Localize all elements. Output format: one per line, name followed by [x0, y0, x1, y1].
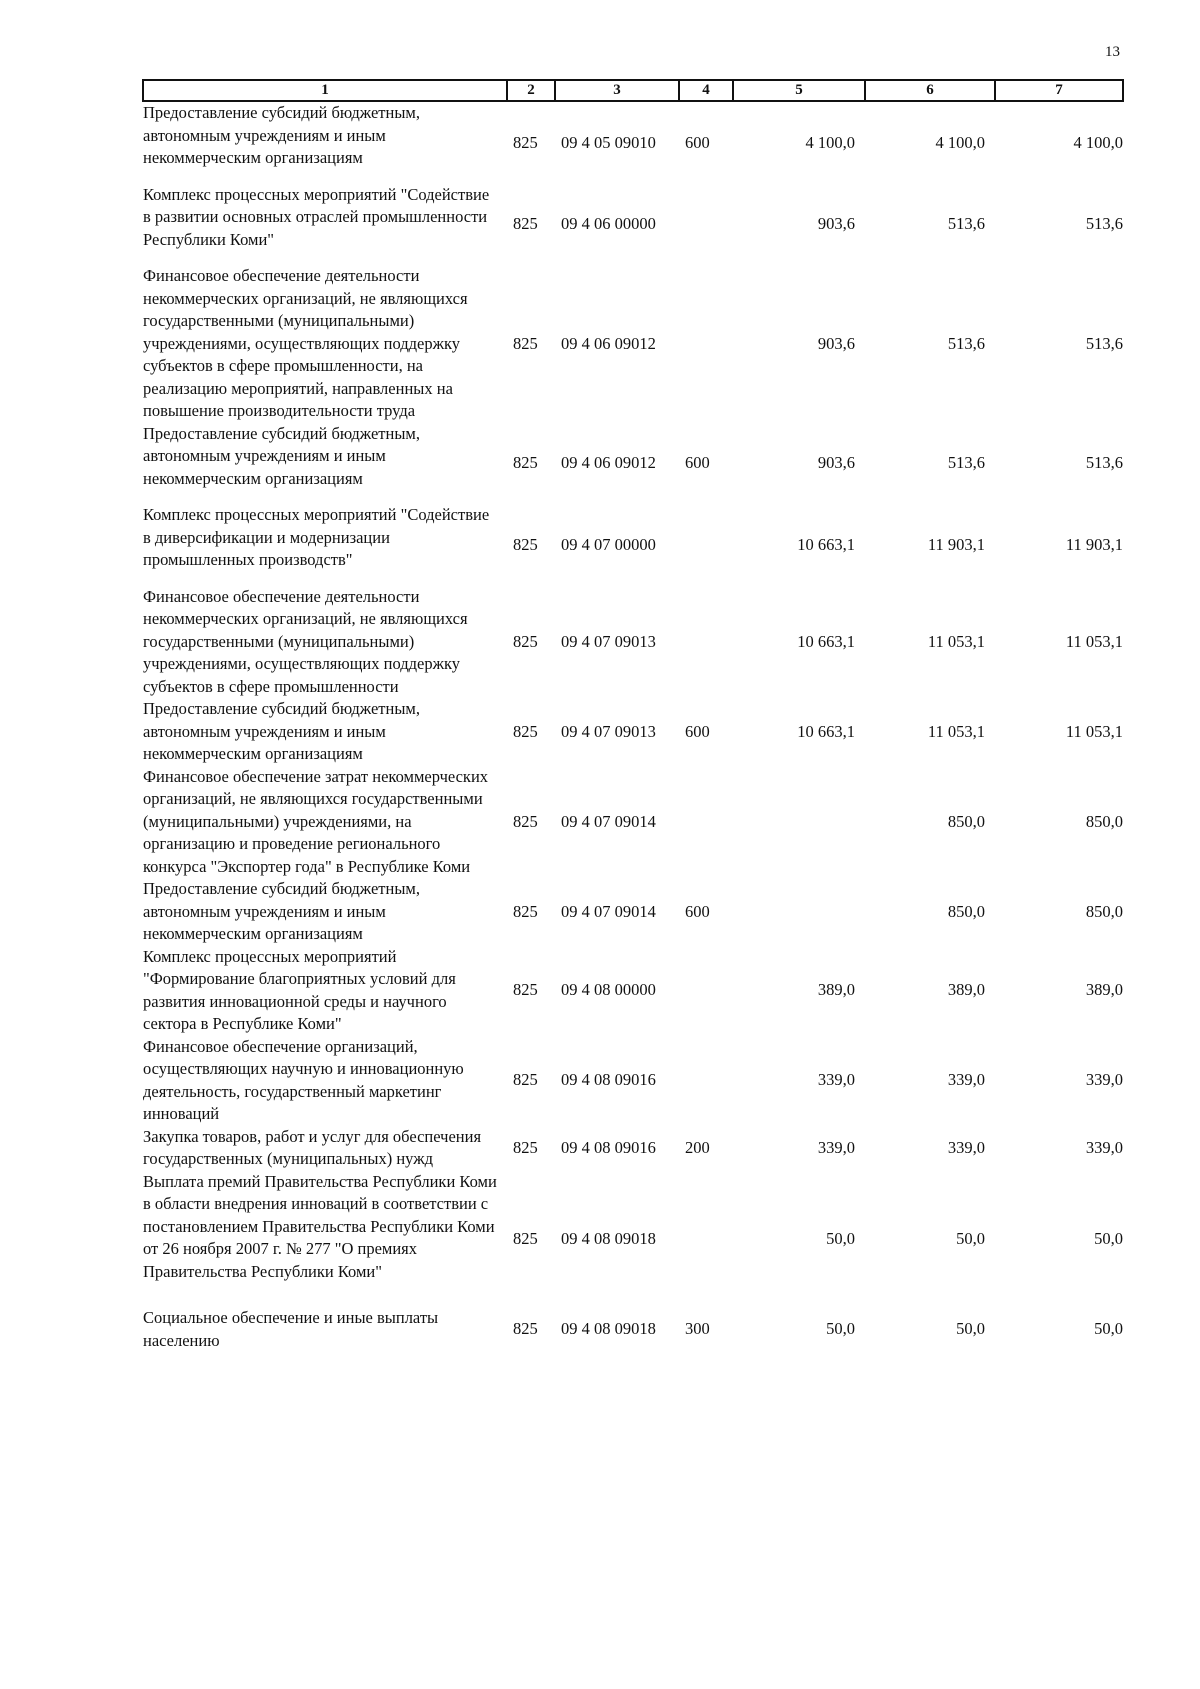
row-dept-code: 825 [513, 534, 538, 554]
row-target-code: 09 4 07 09014 [561, 811, 656, 831]
row-value-7: 11 903,1 [1065, 534, 1123, 554]
row-value-6: 339,0 [947, 1137, 985, 1157]
row-value-7: 50,0 [1094, 1228, 1123, 1248]
row-value-5 [733, 766, 865, 879]
row-expense-type: 600 [685, 132, 710, 152]
row-value-6: 50,0 [956, 1228, 985, 1248]
table-row [143, 878, 1123, 946]
row-value-5: 4 100,0 [805, 132, 855, 152]
row-dept-code: 825 [513, 453, 538, 472]
row-expense-type [679, 1171, 733, 1308]
row-value-7: 850,0 [1085, 811, 1123, 831]
row-expense-type [679, 1036, 733, 1126]
budget-table [142, 79, 1124, 1352]
page-number: 13 [1105, 44, 1120, 60]
row-value-5: 10 663,1 [797, 631, 855, 651]
row-value-6: 4 100,0 [935, 132, 985, 152]
row-value-5: 389,0 [817, 980, 855, 1000]
row-target-code: 09 4 08 09018 [561, 1319, 656, 1339]
row-target-code: 09 4 06 00000 [561, 214, 656, 233]
row-value-5 [733, 878, 865, 946]
row-dept-code: 825 [513, 721, 538, 741]
row-name: Предоставление субсидий бюджетным, автономным учреждениям и иным некоммерческим организациям [143, 699, 420, 763]
row-expense-type [679, 946, 733, 1036]
table-row [143, 1036, 1123, 1126]
column-header-5: 5 [733, 80, 865, 101]
row-dept-code: 825 [513, 1137, 538, 1157]
row-expense-type [679, 265, 733, 423]
row-value-7: 11 053,1 [1065, 721, 1123, 741]
row-name: Комплекс процессных мероприятий "Формирование благоприятных условий для развития инновационной среды и научного сектора в Республике Коми" [143, 946, 456, 1033]
column-header-3: 3 [555, 80, 679, 101]
row-dept-code: 825 [513, 631, 538, 651]
row-name: Выплата премий Правительства Республики Коми в области внедрения инноваций в соответствии с постановлением Правительства Республики Коми от 26 ноября 2007 г. № 277 "О премиях Правительства Республики Коми" [143, 1171, 497, 1281]
row-value-5: 903,6 [817, 453, 855, 472]
row-name: Предоставление субсидий бюджетным, автономным учреждениям и иным некоммерческим организациям [143, 879, 420, 943]
row-value-5: 339,0 [817, 1137, 855, 1157]
row-name: Финансовое обеспечение деятельности некоммерческих организаций, не являющихся государственными (муниципальными) учреждениями, осуществляющих поддержку субъектов в сфере промышленности [143, 586, 468, 696]
row-value-6: 389,0 [947, 980, 985, 1000]
table-row [143, 946, 1123, 1036]
table-row [143, 101, 1123, 184]
table-header-row [143, 80, 1123, 101]
row-dept-code: 825 [513, 980, 538, 1000]
row-value-6: 11 903,1 [927, 534, 985, 554]
row-name: Предоставление субсидий бюджетным, автономным учреждениям и иным некоммерческим организациям [143, 103, 420, 167]
row-value-7: 339,0 [1085, 1137, 1123, 1157]
row-value-6: 11 053,1 [927, 631, 985, 651]
row-value-6: 339,0 [947, 1070, 985, 1090]
row-value-6: 50,0 [956, 1319, 985, 1339]
table-row [143, 423, 1123, 505]
row-name: Предоставление субсидий бюджетным, автономным учреждениям и иным некоммерческим организациям [143, 423, 420, 488]
row-expense-type [679, 184, 733, 266]
row-target-code: 09 4 06 09012 [561, 453, 656, 472]
row-value-7: 513,6 [1085, 453, 1123, 472]
row-name: Финансовое обеспечение затрат некоммерческих организаций, не являющихся государственными (муниципальными) учреждениями, на организацию и проведение регионального конкурса "Экспортер года" в Республике Коми [143, 766, 489, 876]
row-value-5: 903,6 [817, 214, 855, 233]
row-name: Комплекс процессных мероприятий "Содействие в развитии основных отраслей промышленности Республики Коми" [143, 184, 490, 249]
row-value-7: 513,6 [1085, 333, 1123, 353]
row-expense-type: 600 [685, 901, 710, 921]
row-name: Закупка товаров, работ и услуг для обеспечения государственных (муниципальных) нужд [143, 1126, 482, 1168]
column-header-1: 1 [143, 80, 507, 101]
row-value-5: 50,0 [826, 1228, 855, 1248]
row-target-code: 09 4 07 09013 [561, 721, 656, 741]
row-value-5: 50,0 [826, 1319, 855, 1339]
table-row [143, 265, 1123, 423]
row-dept-code: 825 [513, 901, 538, 921]
row-name: Финансовое обеспечение деятельности некоммерческих организаций, не являющихся государственными (муниципальными) учреждениями, осуществляющих поддержку субъектов в сфере промышленности, на реализацию мероприятий, направленных на повышение производительности труда [143, 266, 468, 420]
row-expense-type: 600 [685, 453, 710, 472]
row-dept-code: 825 [513, 333, 538, 353]
table-row [143, 1307, 1123, 1352]
table-row [143, 586, 1123, 699]
row-dept-code: 825 [513, 811, 538, 831]
row-value-7: 339,0 [1085, 1070, 1123, 1090]
row-value-5: 10 663,1 [797, 534, 855, 554]
row-value-5: 10 663,1 [797, 721, 855, 741]
column-header-6: 6 [865, 80, 995, 101]
row-target-code: 09 4 07 00000 [561, 534, 656, 554]
row-value-6: 513,6 [947, 333, 985, 353]
table-row [143, 504, 1123, 586]
row-name: Социальное обеспечение и иные выплаты населению [143, 1308, 439, 1350]
row-value-7: 50,0 [1094, 1319, 1123, 1339]
table-row [143, 1126, 1123, 1171]
row-value-5: 903,6 [817, 333, 855, 353]
row-value-7: 389,0 [1085, 980, 1123, 1000]
row-value-6: 513,6 [947, 453, 985, 472]
row-target-code: 09 4 05 09010 [561, 132, 656, 152]
row-value-7: 850,0 [1085, 901, 1123, 921]
row-target-code: 09 4 08 09018 [561, 1228, 656, 1248]
row-expense-type [679, 766, 733, 879]
row-value-6: 11 053,1 [927, 721, 985, 741]
row-value-6: 850,0 [947, 811, 985, 831]
row-expense-type: 300 [685, 1319, 710, 1339]
row-target-code: 09 4 08 00000 [561, 980, 656, 1000]
row-dept-code: 825 [513, 214, 538, 233]
row-expense-type [679, 586, 733, 699]
row-value-7: 4 100,0 [1073, 132, 1123, 152]
row-target-code: 09 4 07 09014 [561, 901, 656, 921]
row-dept-code: 825 [513, 1228, 538, 1248]
table-row [143, 698, 1123, 766]
row-value-7: 11 053,1 [1065, 631, 1123, 651]
row-target-code: 09 4 08 09016 [561, 1070, 656, 1090]
row-name: Комплекс процессных мероприятий "Содействие в диверсификации и модернизации промышленных производств" [143, 505, 490, 569]
row-expense-type [679, 504, 733, 586]
row-dept-code: 825 [513, 1319, 538, 1339]
table-row [143, 766, 1123, 879]
row-expense-type: 200 [685, 1137, 710, 1157]
row-value-6: 850,0 [947, 901, 985, 921]
row-expense-type: 600 [685, 721, 710, 741]
row-target-code: 09 4 08 09016 [561, 1137, 656, 1157]
column-header-2: 2 [507, 80, 555, 101]
table-row [143, 1171, 1123, 1308]
row-target-code: 09 4 06 09012 [561, 333, 656, 353]
row-target-code: 09 4 07 09013 [561, 631, 656, 651]
row-value-5: 339,0 [817, 1070, 855, 1090]
column-header-7: 7 [995, 80, 1123, 101]
table-row [143, 184, 1123, 266]
row-value-7: 513,6 [1085, 214, 1123, 233]
column-header-4: 4 [679, 80, 733, 101]
row-value-6: 513,6 [947, 214, 985, 233]
row-dept-code: 825 [513, 132, 538, 152]
row-name: Финансовое обеспечение организаций, осуществляющих научную и инновационную деятельность, государственный маркетинг инноваций [143, 1036, 464, 1123]
row-dept-code: 825 [513, 1070, 538, 1090]
